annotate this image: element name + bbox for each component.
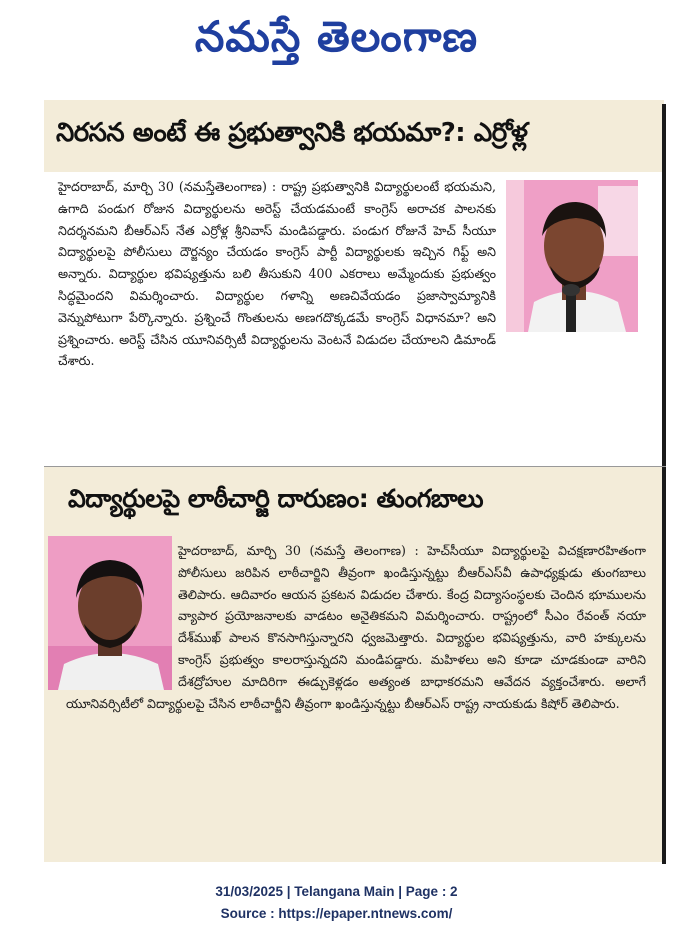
masthead-title: నమస్తే తెలంగాణ <box>194 12 479 61</box>
article2-body-text: హైదరాబాద్, మార్చి 30 (నమస్తే తెలంగాణ) : హెచ్‌సీయూ విద్యార్థులపై విచక్షణారహితంగా పోలీసులు జరిపిన లాఠీచార్జిని తీవ్రంగా ఖండిస్తున్నట్టు బీఆర్‌ఎస్‌వీ ఉపాధ్యక్షుడు తుంగబాలు తెలిపారు. ఆదివారం ఆయన ప్రకటన విడుదల చేశారు. కేంద్ర విద్యాసంస్థలకు చెందిన భూములను వ్యాపార ప్రయోజనాలకు వాడటం అనైతికమని విమర్శించారు. రాష్ట్రంలో సీఎం రేవంత్ నయా దేశ్‌ముఖ్ పాలన కొనసాగిస్తున్నారని ధ్వజమెత్తారు. విద్యార్థుల భవిష్యత్తును, వారి హక్కులను కాంగ్రెస్ ప్రభుత్వం కాలరాస్తున్నదని మండిపడ్డారు. మహిళలు అని కూడా చూడకుండా వారిని దేశద్రోహుల మాదిరిగా ఈడ్చుకెళ్లడం అత్యంత బాధాకరమని ఆవేదన వ్యక్తంచేశారు. అలాగే యూనివర్సిటీలో విద్యార్థులపై చేసిన లాఠీచార్జీని తీవ్రంగా ఖండిస్తున్నట్టు బీఆర్ఎస్ రాష్ట్ర నాయకుడు కిషోర్ తెలిపారు. <box>66 543 646 711</box>
column-rule-right <box>662 104 666 864</box>
section-divider <box>44 466 666 467</box>
man-speaking-at-mic-icon <box>506 180 638 332</box>
footer-source: Source : https://epaper.ntnews.com/ <box>220 906 453 921</box>
article1-photo <box>506 180 638 332</box>
photo-wrap-spacer <box>66 540 178 690</box>
article2-body <box>66 540 646 714</box>
footer-date-page: 31/03/2025 | Telangana Main | Page : 2 <box>215 884 458 899</box>
article1-headline: నిరసన అంటే ఈ ప్రభుత్వానికి భయమా?: ఎర్రోళ్ల <box>56 118 528 148</box>
article1-body <box>58 176 496 372</box>
article1-body-text: హైదరాబాద్, మార్చి 30 (నమస్తేతెలంగాణ) : రాష్ట్ర ప్రభుత్వానికి విద్యార్థులంటే భయమని, ఉగాది పండుగ రోజున విద్యార్థులను అరెస్ట్ చేయడమంటే కాంగ్రెస్ అరాచక పాలనకు నిదర్శనమని బీఆర్ఎస్ నేత ఎర్రోళ్ల శ్రీనివాస్ మండిపడ్డారు. పండుగ రోజునే హెచ్ సీయూ విద్యార్థులపై పోలీసులు దౌర్జన్యం చేయడం కాంగ్రెస్ పార్టీ విద్యార్థులకు ఇచ్చిన గిఫ్ట్ అని అన్నారు. విద్యార్థుల భవిష్యత్తును బలి తీసుకుని 400 ఎకరాలు అమ్మేందుకు ప్రభుత్వం సిద్ధమైందని విమర్శించారు. విద్యార్థుల గళాన్ని అణచివేయడం ప్రజాస్వామ్యానికి వెన్నుపోటుగా పేర్కొన్నారు. ప్రశ్నించే గొంతులను అణగదొక్కడమే కాంగ్రెస్ విధానమా? అని ప్రశ్నించారు. అరెస్ట్ చేసిన యూనివర్సిటీ విద్యార్థులను వెంటనే విడుదల చేయాలని డిమాండ్ చేశారు. <box>58 179 496 369</box>
article2-headline: విద్యార్థులపై లాఠీచార్జి దారుణం: తుంగబాలు <box>68 484 484 513</box>
